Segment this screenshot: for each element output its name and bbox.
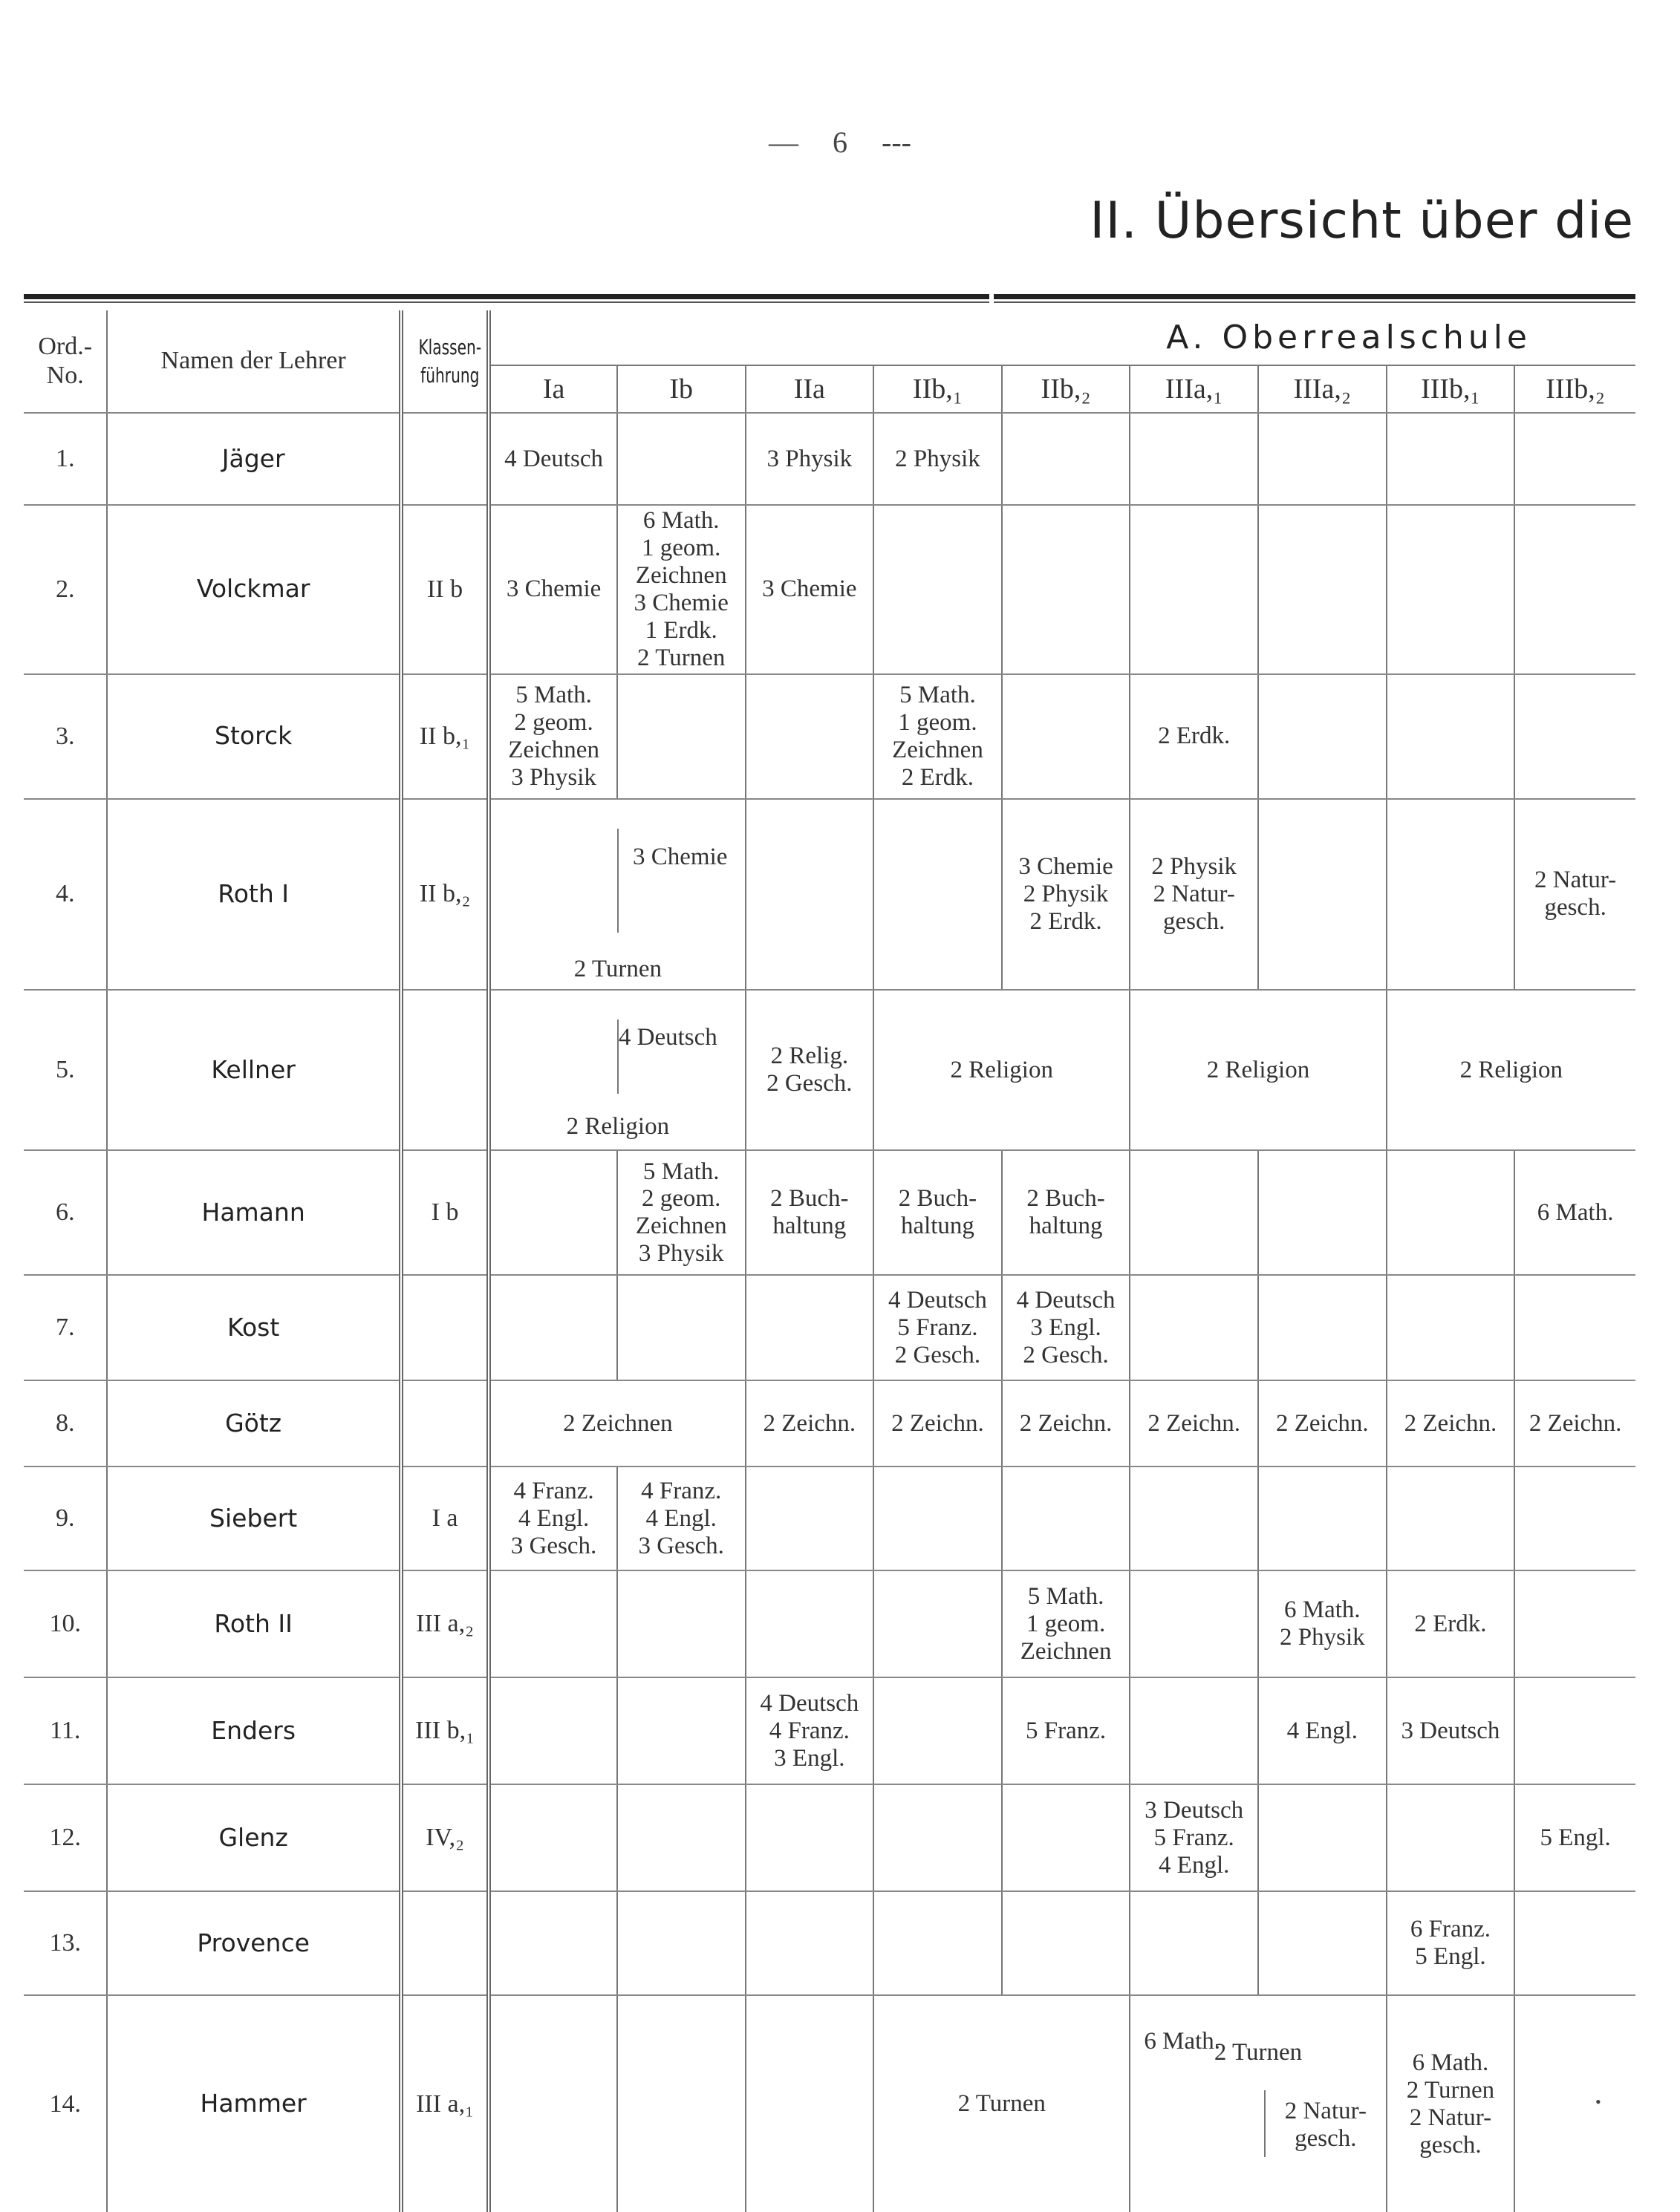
lesson-cell: [1130, 1466, 1258, 1570]
header-class: IIIb,₂: [1514, 365, 1635, 413]
lesson-cell: 4 Engl.: [1258, 1677, 1387, 1784]
lesson-cell: 2 Zeichn.: [1002, 1380, 1130, 1466]
lesson-cell: [617, 1275, 746, 1380]
header-klassenfuhrung: [401, 310, 489, 413]
class-leadership: III a,₁: [401, 1995, 489, 2212]
header-class: Ia: [489, 365, 617, 413]
lesson-cell: 2 Religion: [873, 990, 1130, 1151]
lesson-cell: 6 Math.: [1514, 1150, 1635, 1275]
header-names: Namen der Lehrer: [107, 310, 400, 413]
lesson-cell: [873, 799, 1002, 990]
page-number-value: 6: [833, 125, 848, 159]
lesson-cell: 3 Chemie: [489, 505, 617, 674]
lesson-cell: [1514, 1466, 1635, 1570]
header-class: Ib: [617, 365, 746, 413]
table-row: [24, 1570, 1635, 1677]
table-row: [24, 1275, 1635, 1380]
header-class: IIb,₁: [873, 365, 1002, 413]
lesson-cell: [1130, 1677, 1258, 1784]
lesson-cell: 5 Franz.: [1002, 1677, 1130, 1784]
lesson-cell: [1387, 413, 1515, 505]
teacher-name: Jäger: [107, 413, 400, 505]
lesson-cell: [1514, 1891, 1635, 1995]
lesson-cell: 2 Turnen: [873, 1995, 1130, 2212]
row-number: 3.: [24, 674, 107, 799]
table-row: [24, 1784, 1635, 1891]
row-number: 4.: [24, 799, 107, 990]
class-leadership: III b,₁: [401, 1677, 489, 1784]
lesson-cell: [873, 1784, 1002, 1891]
lesson-cell-span: [489, 799, 745, 990]
lesson-cell: [1514, 1570, 1635, 1677]
lesson-cell: 6 Math. 1 geom. Zeichnen 3 Chemie 1 Erdk. 2 Turnen: [617, 505, 746, 674]
lesson-cell: [1258, 674, 1387, 799]
lesson-cell: 2 Zeichn.: [873, 1380, 1002, 1466]
header-klassenfuhrung-label: Klassen- führung: [418, 334, 481, 388]
row-number: 14.: [49, 2089, 81, 2118]
class-leadership: II b,₂: [401, 799, 489, 990]
lesson-cell: [1387, 1466, 1515, 1570]
table-row: [24, 990, 1635, 1151]
span-note: 2 Religion: [566, 1113, 670, 1141]
lesson-cell: [617, 1570, 746, 1677]
class-leadership: [401, 1275, 489, 1380]
lesson-cell: [1258, 413, 1387, 505]
lesson-cell: [489, 1995, 617, 2212]
table-row: [24, 1380, 1635, 1466]
lesson-cell: 3 Chemie: [617, 829, 742, 933]
teacher-name: Enders: [107, 1677, 400, 1784]
page-title: II. Übersicht über die: [1090, 192, 1634, 250]
lesson-cell: [746, 1891, 874, 1995]
lesson-cell: [1514, 413, 1635, 505]
footer-mark: •: [1595, 2092, 1601, 2111]
lesson-cell: 4 Deutsch 5 Franz. 2 Gesch.: [873, 1275, 1002, 1380]
lesson-cell: 2 Zeichn.: [746, 1380, 874, 1466]
lesson-cell: [1387, 1275, 1515, 1380]
class-leadership: [401, 990, 489, 1151]
lesson-cell: 4 Deutsch 3 Engl. 2 Gesch.: [1002, 1275, 1130, 1380]
lesson-cell: 5 Math. 1 geom. Zeichnen: [1002, 1570, 1130, 1677]
class-leadership: II b,₁: [401, 674, 489, 799]
header-class: IIa: [746, 365, 874, 413]
lesson-cell: 3 Deutsch: [1387, 1677, 1515, 1784]
lesson-cell: [1387, 1150, 1515, 1275]
teacher-name: Kellner: [107, 990, 400, 1151]
lesson-cell: [1258, 1150, 1387, 1275]
row-number: 13.: [24, 1891, 107, 1995]
lesson-cell: [1387, 674, 1515, 799]
span-note: 2 Turnen: [1214, 2039, 1303, 2066]
lesson-cell: 3 Chemie 2 Physik 2 Erdk.: [1002, 799, 1130, 990]
lesson-cell: [1130, 413, 1258, 505]
teacher-name: Glenz: [107, 1784, 400, 1891]
header-rule-thick: [24, 294, 1635, 299]
teacher-name: Storck: [107, 674, 400, 799]
lesson-cell: [1002, 1784, 1130, 1891]
row-number: 1.: [24, 413, 107, 505]
lesson-cell: [489, 1784, 617, 1891]
lesson-cell: [489, 1275, 617, 1380]
lesson-cell: [746, 799, 874, 990]
lesson-cell: 2 Zeichnen: [489, 1380, 745, 1466]
lesson-cell: 4 Deutsch 4 Franz. 3 Engl.: [746, 1677, 874, 1784]
row-number: 9.: [24, 1466, 107, 1570]
lesson-cell: 2 Zeichn.: [1130, 1380, 1258, 1466]
table-row: [24, 505, 1635, 674]
lesson-cell: 2 Zeichn.: [1258, 1380, 1387, 1466]
lesson-cell: 5 Math. 2 geom. Zeichnen 3 Physik: [489, 674, 617, 799]
page-number: [0, 125, 1680, 160]
lesson-cell: 6 Math. 2 Turnen 2 Natur- gesch.: [1387, 1995, 1515, 2212]
lesson-cell: [873, 1570, 1002, 1677]
lesson-cell: 2 Natur- gesch.: [1514, 799, 1635, 990]
lesson-cell: [873, 1891, 1002, 1995]
lesson-cell: [746, 1466, 874, 1570]
lesson-cell: 2 Buch- haltung: [873, 1150, 1002, 1275]
lesson-cell: [746, 1570, 874, 1677]
header-section: A. Oberrealschule: [489, 310, 1635, 365]
header-class: IIIa,₁: [1130, 365, 1258, 413]
lesson-cell: [617, 674, 746, 799]
lesson-cell: [1258, 505, 1387, 674]
teacher-name: Provence: [107, 1891, 400, 1995]
lesson-cell: [873, 505, 1002, 674]
class-leadership: IV,₂: [401, 1784, 489, 1891]
table-row: [24, 1995, 1635, 2212]
lesson-cell: [1258, 799, 1387, 990]
teacher-name: Götz: [107, 1380, 400, 1466]
lesson-cell: 2 Erdk.: [1130, 674, 1258, 799]
row-number: 6.: [24, 1150, 107, 1275]
lesson-cell: [617, 1677, 746, 1784]
teacher-name: Roth II: [107, 1570, 400, 1677]
lesson-cell: 6 Math. 2 Physik: [1258, 1570, 1387, 1677]
lesson-cell: 4 Franz. 4 Engl. 3 Gesch.: [617, 1466, 746, 1570]
lesson-cell: [1002, 1466, 1130, 1570]
lesson-cell: [1387, 1784, 1515, 1891]
teacher-name: Siebert: [107, 1466, 400, 1570]
teacher-name: Volckmar: [107, 505, 400, 674]
class-leadership: [401, 1380, 489, 1466]
row-number: 8.: [24, 1380, 107, 1466]
lesson-cell: 4 Franz. 4 Engl. 3 Gesch.: [489, 1466, 617, 1570]
row-number: 12.: [24, 1784, 107, 1891]
row-number: 5.: [24, 990, 107, 1151]
lesson-cell: 2 Relig. 2 Gesch.: [746, 990, 874, 1151]
lesson-cell: [1002, 674, 1130, 799]
lesson-cell: [617, 1891, 746, 1995]
lesson-cell: [746, 1275, 874, 1380]
table-row: [24, 1466, 1635, 1570]
row-number: 7.: [24, 1275, 107, 1380]
lesson-cell: [746, 1784, 874, 1891]
class-leadership: III a,₂: [401, 1570, 489, 1677]
lesson-cell: [1514, 1677, 1635, 1784]
lesson-cell: 3 Physik: [746, 413, 874, 505]
lesson-cell: 2 Buch- haltung: [1002, 1150, 1130, 1275]
lesson-cell: [617, 1784, 746, 1891]
lesson-cell: 6 Math.: [1144, 2028, 1221, 2055]
lesson-cell: 6 Franz. 5 Engl.: [1387, 1891, 1515, 1995]
header-class: IIIb,₁: [1387, 365, 1515, 413]
lesson-cell: [1387, 505, 1515, 674]
lesson-cell: [873, 1677, 1002, 1784]
table-row: [24, 1891, 1635, 1995]
lesson-cell: [1387, 799, 1515, 990]
lesson-cell: [617, 413, 746, 505]
lesson-cell: [1514, 1275, 1635, 1380]
lesson-cell: [746, 674, 874, 799]
lesson-cell: [1258, 1891, 1387, 1995]
lesson-cell: 2 Zeichn.: [1387, 1380, 1515, 1466]
teacher-name: Kost: [107, 1275, 400, 1380]
row-number: 11.: [24, 1677, 107, 1784]
teacher-name: Hamann: [107, 1150, 400, 1275]
class-leadership: II b: [401, 505, 489, 674]
row-number: 2.: [24, 505, 107, 674]
lesson-cell: 2 Erdk.: [1387, 1570, 1515, 1677]
header-class: IIIa,₂: [1258, 365, 1387, 413]
lesson-cell: 2 Religion: [1387, 990, 1635, 1151]
lesson-cell: 5 Math. 1 geom. Zeichnen 2 Erdk.: [873, 674, 1002, 799]
lesson-cell: [1514, 505, 1635, 674]
table-row: [24, 1677, 1635, 1784]
lesson-cell-span: [1130, 1995, 1386, 2212]
lesson-cell: [1514, 674, 1635, 799]
lesson-cell: [1258, 1466, 1387, 1570]
teacher-name: Hammer: [107, 1995, 400, 2212]
lesson-cell: [1258, 1784, 1387, 1891]
table-row: [24, 674, 1635, 799]
lesson-cell: 4 Deutsch: [617, 1019, 742, 1094]
class-leadership: [401, 1891, 489, 1995]
lesson-cell: [1002, 1891, 1130, 1995]
lesson-cell: [1130, 1275, 1258, 1380]
lesson-cell: [489, 1677, 617, 1784]
lesson-cell: [1130, 1150, 1258, 1275]
lesson-cell-span: [489, 990, 745, 1151]
lesson-cell: [746, 1995, 874, 2212]
header-rule-gap: [989, 293, 994, 304]
header-ord: Ord.- No.: [24, 310, 107, 413]
lesson-cell: 2 Physik 2 Natur- gesch.: [1130, 799, 1258, 990]
table-row: [24, 799, 1635, 990]
lesson-cell: [489, 1570, 617, 1677]
lesson-cell: 3 Chemie: [746, 505, 874, 674]
lesson-cell: 2 Physik: [873, 413, 1002, 505]
lesson-cell: [1130, 1891, 1258, 1995]
lesson-cell: [617, 1995, 746, 2212]
lesson-cell: [489, 1150, 617, 1275]
lesson-cell: 2 Religion: [1130, 990, 1386, 1151]
lesson-cell: [1258, 1275, 1387, 1380]
lesson-cell: [1002, 413, 1130, 505]
class-leadership: I a: [401, 1466, 489, 1570]
lesson-cell: [1002, 505, 1130, 674]
class-leadership: [401, 413, 489, 505]
row-number: 10.: [24, 1570, 107, 1677]
lesson-cell: [1130, 1570, 1258, 1677]
timetable: [24, 310, 1635, 2212]
header-class: IIb,₂: [1002, 365, 1130, 413]
class-leadership: I b: [401, 1150, 489, 1275]
lesson-cell: 4 Deutsch: [489, 413, 617, 505]
span-note: 2 Turnen: [573, 955, 662, 982]
teacher-name: Roth I: [107, 799, 400, 990]
lesson-cell: 3 Deutsch 5 Franz. 4 Engl.: [1130, 1784, 1258, 1891]
lesson-cell: 5 Engl.: [1514, 1784, 1635, 1891]
lesson-cell: [489, 1891, 617, 1995]
lesson-cell: [1514, 1995, 1635, 2212]
lesson-cell: 5 Math. 2 geom. Zeichnen 3 Physik: [617, 1150, 746, 1275]
lesson-cell: 2 Buch- haltung: [746, 1150, 874, 1275]
header-rule-thin: [24, 301, 1635, 303]
table-row: [24, 1150, 1635, 1275]
dash-right: ---: [882, 125, 911, 159]
lesson-cell: [1130, 505, 1258, 674]
dash-left: —: [769, 125, 799, 159]
lesson-cell: [494, 829, 617, 933]
table-row: [24, 413, 1635, 505]
lesson-cell: 2 Zeichn.: [1514, 1380, 1635, 1466]
lesson-cell: 2 Natur- gesch.: [1264, 2090, 1386, 2157]
lesson-cell: [873, 1466, 1002, 1570]
